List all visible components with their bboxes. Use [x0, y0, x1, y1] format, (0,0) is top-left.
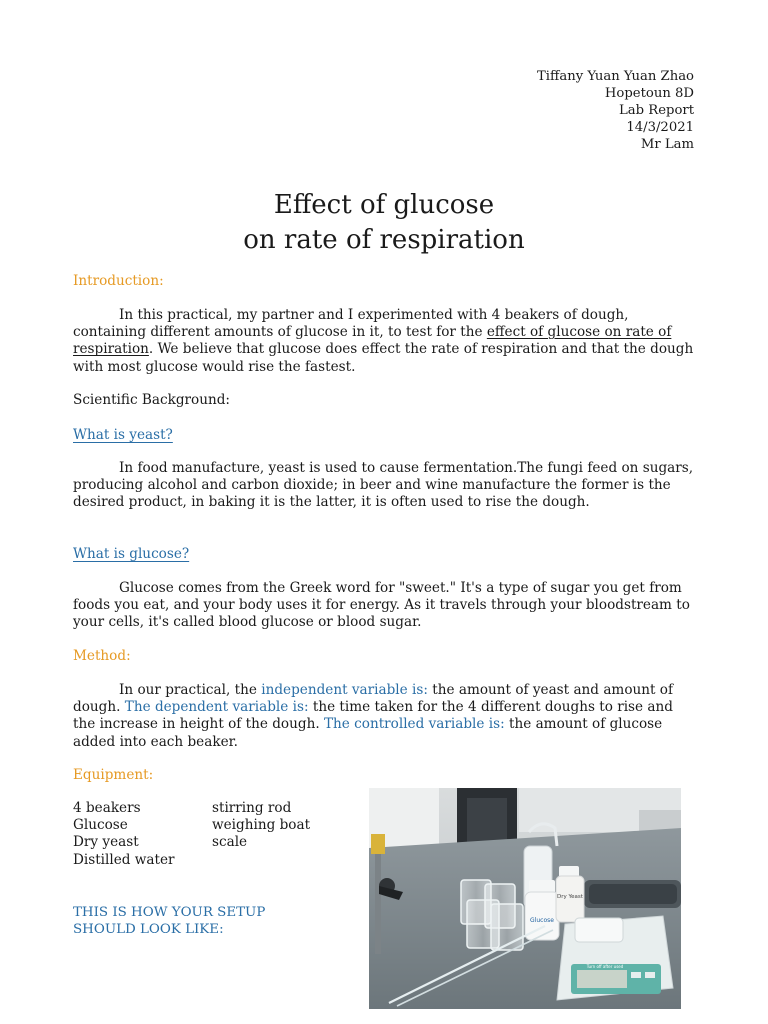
equipment-item: 4 beakers	[73, 800, 141, 816]
method-text-2: the amount of yeast and amount of dough.	[73, 682, 674, 716]
yeast-paragraph	[73, 460, 695, 512]
equipment-item: Glucose	[73, 817, 128, 834]
class-name: Hopetoun 8D	[604, 86, 694, 101]
equipment-list-1	[73, 800, 175, 869]
method-paragraph	[73, 682, 695, 751]
method-text-3: the time taken for the 4 different doughs to rise and the increase in height of the dough.	[73, 699, 673, 733]
lab-setup-photo	[369, 788, 681, 1009]
equipment-item: stirring rod	[212, 800, 292, 816]
method-heading: Method:	[73, 648, 131, 664]
lab-setup-illustration	[369, 788, 681, 1009]
equipment-list-2	[212, 800, 310, 852]
title-line-2: on rate of respiration	[243, 225, 525, 255]
scale-display-text: Turn off after used	[586, 964, 624, 969]
author-info	[537, 68, 694, 153]
equipment-item: Distilled water	[73, 851, 175, 868]
document-type: Lab Report	[619, 103, 694, 118]
scientific-background-heading: Scientific Background:	[73, 392, 231, 408]
dependent-variable-label: The dependent variable is:	[124, 699, 309, 716]
introduction-heading: Introduction:	[73, 273, 164, 289]
author-name: Tiffany Yuan Yuan Zhao	[536, 69, 694, 84]
equipment-item: Dry yeast	[73, 834, 139, 851]
controlled-variable-label: The controlled variable is:	[323, 716, 505, 733]
glucose-heading: What is glucose?	[73, 546, 190, 562]
yeast-heading: What is yeast?	[73, 427, 173, 443]
intro-underlined-aim: effect of glucose on rate of respiration	[73, 324, 672, 358]
teacher-name: Mr Lam	[640, 137, 694, 152]
method-text-1: In our practical, the	[119, 682, 262, 698]
method-text-4: the amount of glucose added into each beaker.	[73, 716, 663, 750]
independent-variable-label: independent variable is:	[261, 682, 428, 698]
setup-note-line-1: THIS IS HOW YOUR SETUP	[73, 905, 266, 920]
intro-text-start: In this practical, my partner and I experimented with 4 beakers of dough, containing different amounts of glucose in it, to test for the	[73, 307, 629, 341]
page-title	[0, 188, 768, 258]
title-line-1: Effect of glucose	[273, 190, 495, 220]
glucose-text: Glucose comes from the Greek word for "sweet." It's a type of sugar you get from foods you eat, and your body uses it for energy. As it travels through your bloodstream to your cells, it's called blood glucose or blood sugar.	[73, 580, 690, 631]
yeast-bottle-label: Dry Yeast	[557, 894, 583, 900]
introduction-paragraph	[73, 307, 695, 376]
equipment-item: weighing boat	[212, 817, 311, 834]
equipment-heading: Equipment:	[73, 767, 154, 783]
glucose-paragraph	[73, 580, 695, 632]
yeast-text: In food manufacture, yeast is used to cause fermentation.The fungi feed on sugars, producing alcohol and carbon dioxide; in beer and wine manufacture the former is the desired product, in baking it is the latter, it is often used to rise the dough.	[73, 460, 694, 511]
setup-note	[73, 904, 265, 938]
equipment-item: scale	[212, 834, 248, 851]
report-date: 14/3/2021	[626, 120, 694, 135]
glucose-bottle-label: Glucose	[530, 917, 554, 924]
intro-text-end: . We believe that glucose does effect the rate of respiration and that the dough with most glucose would rise the fastest.	[73, 341, 694, 375]
setup-note-line-2: SHOULD LOOK LIKE:	[73, 922, 224, 937]
